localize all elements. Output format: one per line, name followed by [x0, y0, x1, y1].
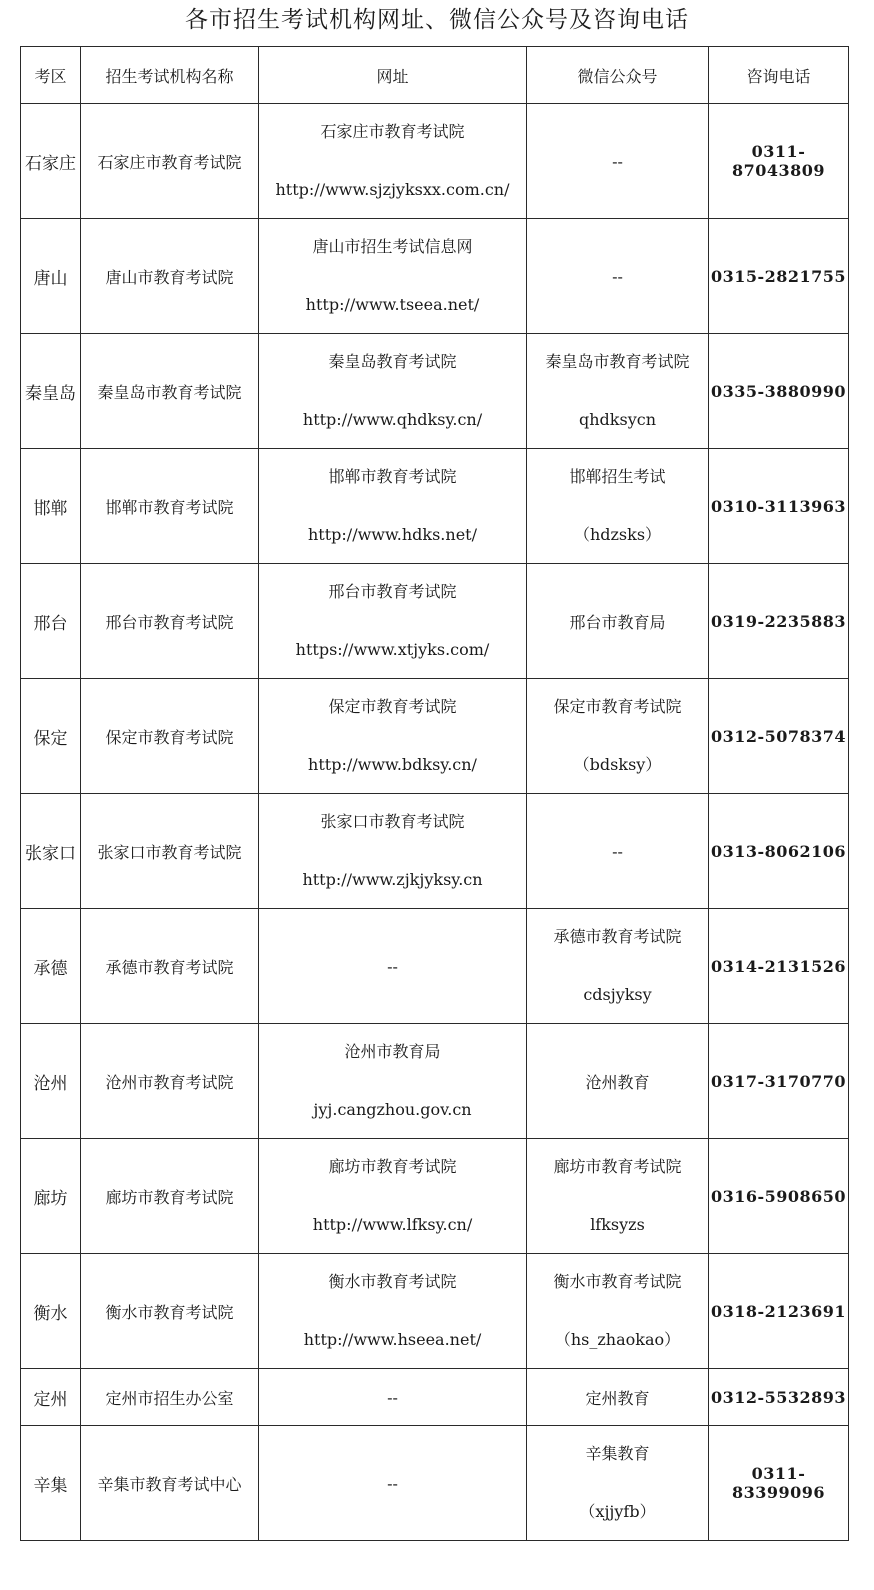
- website-cell: [259, 219, 527, 334]
- phone-cell: [709, 1024, 849, 1139]
- table-row: [21, 1024, 849, 1139]
- region-cell: [21, 909, 81, 1024]
- phone-number: 0311-83399096: [731, 1464, 826, 1502]
- website-url: https://www.xtjyks.com/: [295, 640, 490, 659]
- wechat-name: --: [612, 841, 623, 861]
- region-label: 定州: [33, 1389, 68, 1410]
- wechat-cell: [527, 794, 709, 909]
- agency-name: 保定市教育考试院: [105, 727, 234, 747]
- phone-cell: [709, 104, 849, 219]
- wechat-id: （hdzsks）: [573, 525, 662, 544]
- region-label: 衡水: [33, 1303, 68, 1324]
- agency-cell: [81, 1426, 259, 1541]
- header-wechat: 微信公众号: [527, 47, 709, 104]
- table-row: [21, 449, 849, 564]
- table-row: [21, 1369, 849, 1426]
- wechat-cell: [527, 449, 709, 564]
- region-cell: [21, 1426, 81, 1541]
- table-row: [21, 219, 849, 334]
- region-label: 辛集: [33, 1475, 68, 1496]
- website-url: http://www.hseea.net/: [303, 1330, 482, 1349]
- wechat-name: 辛集教育: [585, 1444, 650, 1463]
- region-cell: [21, 104, 81, 219]
- agency-name: 邯郸市教育考试院: [105, 497, 234, 517]
- agency-cell: [81, 679, 259, 794]
- website-name: 邢台市教育考试院: [328, 582, 457, 601]
- agency-cell: [81, 449, 259, 564]
- phone-cell: [709, 1426, 849, 1541]
- wechat-id: cdsjyksy: [583, 985, 652, 1004]
- table-row: [21, 679, 849, 794]
- phone-number: 0310-3113963: [710, 496, 847, 516]
- website-cell: [259, 1024, 527, 1139]
- region-label: 保定: [33, 728, 68, 749]
- website-name: 石家庄市教育考试院: [320, 122, 465, 141]
- table-row: [21, 564, 849, 679]
- header-website: 网址: [259, 47, 527, 104]
- phone-cell: [709, 1369, 849, 1426]
- agency-name: 唐山市教育考试院: [105, 267, 234, 287]
- contact-table: [20, 46, 849, 1541]
- phone-cell: [709, 564, 849, 679]
- wechat-name: 保定市教育考试院: [553, 697, 682, 716]
- phone-cell: [709, 794, 849, 909]
- table-row: [21, 794, 849, 909]
- website-cell: [259, 104, 527, 219]
- agency-name: 衡水市教育考试院: [105, 1302, 234, 1322]
- agency-cell: [81, 794, 259, 909]
- wechat-cell: [527, 1024, 709, 1139]
- header-phone: 咨询电话: [709, 47, 849, 104]
- website-name: 保定市教育考试院: [328, 697, 457, 716]
- region-cell: [21, 449, 81, 564]
- website-name: 衡水市教育考试院: [328, 1272, 457, 1291]
- agency-name: 定州市招生办公室: [105, 1388, 234, 1408]
- phone-number: 0312-5078374: [710, 726, 847, 746]
- phone-number: 0319-2235883: [710, 611, 847, 631]
- region-label: 邢台: [33, 613, 68, 634]
- wechat-name: 廊坊市教育考试院: [553, 1157, 682, 1176]
- website-cell: [259, 1139, 527, 1254]
- page-title: 各市招生考试机构网址、微信公众号及咨询电话: [185, 7, 689, 33]
- agency-name: 辛集市教育考试中心: [97, 1474, 242, 1494]
- wechat-id: （hs_zhaokao）: [554, 1330, 681, 1349]
- phone-cell: [709, 909, 849, 1024]
- header-agency: 招生考试机构名称: [81, 47, 259, 104]
- agency-name: 承德市教育考试院: [105, 957, 234, 977]
- region-cell: [21, 794, 81, 909]
- agency-cell: [81, 1254, 259, 1369]
- wechat-name: --: [612, 266, 623, 286]
- phone-cell: [709, 679, 849, 794]
- region-cell: [21, 1254, 81, 1369]
- wechat-cell: [527, 679, 709, 794]
- website-name: 唐山市招生考试信息网: [312, 237, 473, 256]
- phone-cell: [709, 449, 849, 564]
- wechat-cell: [527, 1254, 709, 1369]
- table-row: [21, 1139, 849, 1254]
- phone-number: 0316-5908650: [710, 1186, 847, 1206]
- website-cell: [259, 794, 527, 909]
- phone-number: 0318-2123691: [710, 1301, 847, 1321]
- wechat-cell: [527, 1369, 709, 1426]
- region-label: 秦皇岛: [25, 383, 76, 404]
- website-name: --: [387, 1473, 398, 1493]
- website-url: jyj.cangzhou.gov.cn: [313, 1100, 472, 1119]
- wechat-name: 承德市教育考试院: [553, 927, 682, 946]
- agency-name: 邢台市教育考试院: [105, 612, 234, 632]
- wechat-id: lfksyzs: [590, 1215, 645, 1234]
- website-name: 廊坊市教育考试院: [328, 1157, 457, 1176]
- website-cell: [259, 1254, 527, 1369]
- wechat-name: 定州教育: [585, 1388, 650, 1408]
- region-cell: [21, 679, 81, 794]
- table-row: [21, 334, 849, 449]
- wechat-name: 邢台市教育局: [569, 612, 666, 632]
- phone-number: 0314-2131526: [710, 956, 847, 976]
- phone-number: 0317-3170770: [710, 1071, 847, 1091]
- website-url: http://www.lfksy.cn/: [312, 1215, 473, 1234]
- agency-name: 石家庄市教育考试院: [97, 152, 242, 172]
- wechat-cell: [527, 104, 709, 219]
- website-cell: [259, 1369, 527, 1426]
- website-name: 张家口市教育考试院: [320, 812, 465, 831]
- agency-name: 沧州市教育考试院: [105, 1072, 234, 1092]
- phone-cell: [709, 1254, 849, 1369]
- website-url: http://www.qhdksy.cn/: [302, 410, 483, 429]
- region-cell: [21, 564, 81, 679]
- region-label: 张家口: [25, 843, 76, 864]
- phone-cell: [709, 1139, 849, 1254]
- website-url: http://www.bdksy.cn/: [308, 755, 477, 774]
- agency-cell: [81, 334, 259, 449]
- website-name: 邯郸市教育考试院: [328, 467, 457, 486]
- region-cell: [21, 219, 81, 334]
- wechat-cell: [527, 334, 709, 449]
- region-cell: [21, 1024, 81, 1139]
- wechat-cell: [527, 909, 709, 1024]
- agency-cell: [81, 104, 259, 219]
- website-cell: [259, 334, 527, 449]
- phone-number: 0311-87043809: [731, 142, 826, 180]
- website-name: --: [387, 956, 398, 976]
- wechat-cell: [527, 219, 709, 334]
- region-label: 廊坊: [33, 1188, 68, 1209]
- website-cell: [259, 679, 527, 794]
- header-row: [21, 47, 849, 104]
- phone-number: 0315-2821755: [710, 266, 847, 286]
- wechat-name: 邯郸招生考试: [569, 467, 666, 486]
- website-name: 沧州市教育局: [344, 1042, 441, 1061]
- agency-cell: [81, 1139, 259, 1254]
- wechat-name: --: [612, 151, 623, 171]
- region-label: 唐山: [33, 268, 68, 289]
- wechat-id: （bdsksy）: [573, 755, 662, 774]
- wechat-id: （xjjyfb）: [579, 1502, 656, 1521]
- agency-name: 廊坊市教育考试院: [105, 1187, 234, 1207]
- table-body: [21, 104, 849, 1541]
- table-row: [21, 909, 849, 1024]
- phone-number: 0313-8062106: [710, 841, 847, 861]
- header-region: 考区: [21, 47, 81, 104]
- region-cell: [21, 1369, 81, 1426]
- website-url: http://www.tseea.net/: [305, 295, 480, 314]
- wechat-cell: [527, 564, 709, 679]
- region-label: 邯郸: [33, 498, 68, 519]
- agency-name: 张家口市教育考试院: [97, 842, 242, 862]
- wechat-name: 衡水市教育考试院: [553, 1272, 682, 1291]
- website-cell: [259, 909, 527, 1024]
- wechat-name: 沧州教育: [585, 1072, 650, 1092]
- agency-cell: [81, 909, 259, 1024]
- table-row: [21, 104, 849, 219]
- wechat-id: qhdksycn: [579, 410, 656, 429]
- agency-cell: [81, 219, 259, 334]
- region-label: 石家庄: [25, 153, 76, 174]
- region-cell: [21, 334, 81, 449]
- region-cell: [21, 1139, 81, 1254]
- phone-number: 0335-3880990: [710, 381, 847, 401]
- website-name: 秦皇岛教育考试院: [328, 352, 457, 371]
- phone-cell: [709, 334, 849, 449]
- website-cell: [259, 449, 527, 564]
- website-cell: [259, 564, 527, 679]
- wechat-name: 秦皇岛市教育考试院: [545, 352, 690, 371]
- wechat-cell: [527, 1426, 709, 1541]
- website-url: http://www.hdks.net/: [308, 525, 477, 544]
- website-name: --: [387, 1387, 398, 1407]
- agency-cell: [81, 1024, 259, 1139]
- phone-cell: [709, 219, 849, 334]
- region-label: 承德: [33, 958, 68, 979]
- website-cell: [259, 1426, 527, 1541]
- website-url: http://www.zjkjyksy.cn: [302, 870, 483, 889]
- website-url: http://www.sjzjyksxx.com.cn/: [275, 180, 510, 199]
- agency-cell: [81, 1369, 259, 1426]
- phone-number: 0312-5532893: [710, 1387, 847, 1407]
- agency-cell: [81, 564, 259, 679]
- region-label: 沧州: [33, 1073, 68, 1094]
- agency-name: 秦皇岛市教育考试院: [97, 382, 242, 402]
- wechat-cell: [527, 1139, 709, 1254]
- table-row: [21, 1426, 849, 1541]
- table-row: [21, 1254, 849, 1369]
